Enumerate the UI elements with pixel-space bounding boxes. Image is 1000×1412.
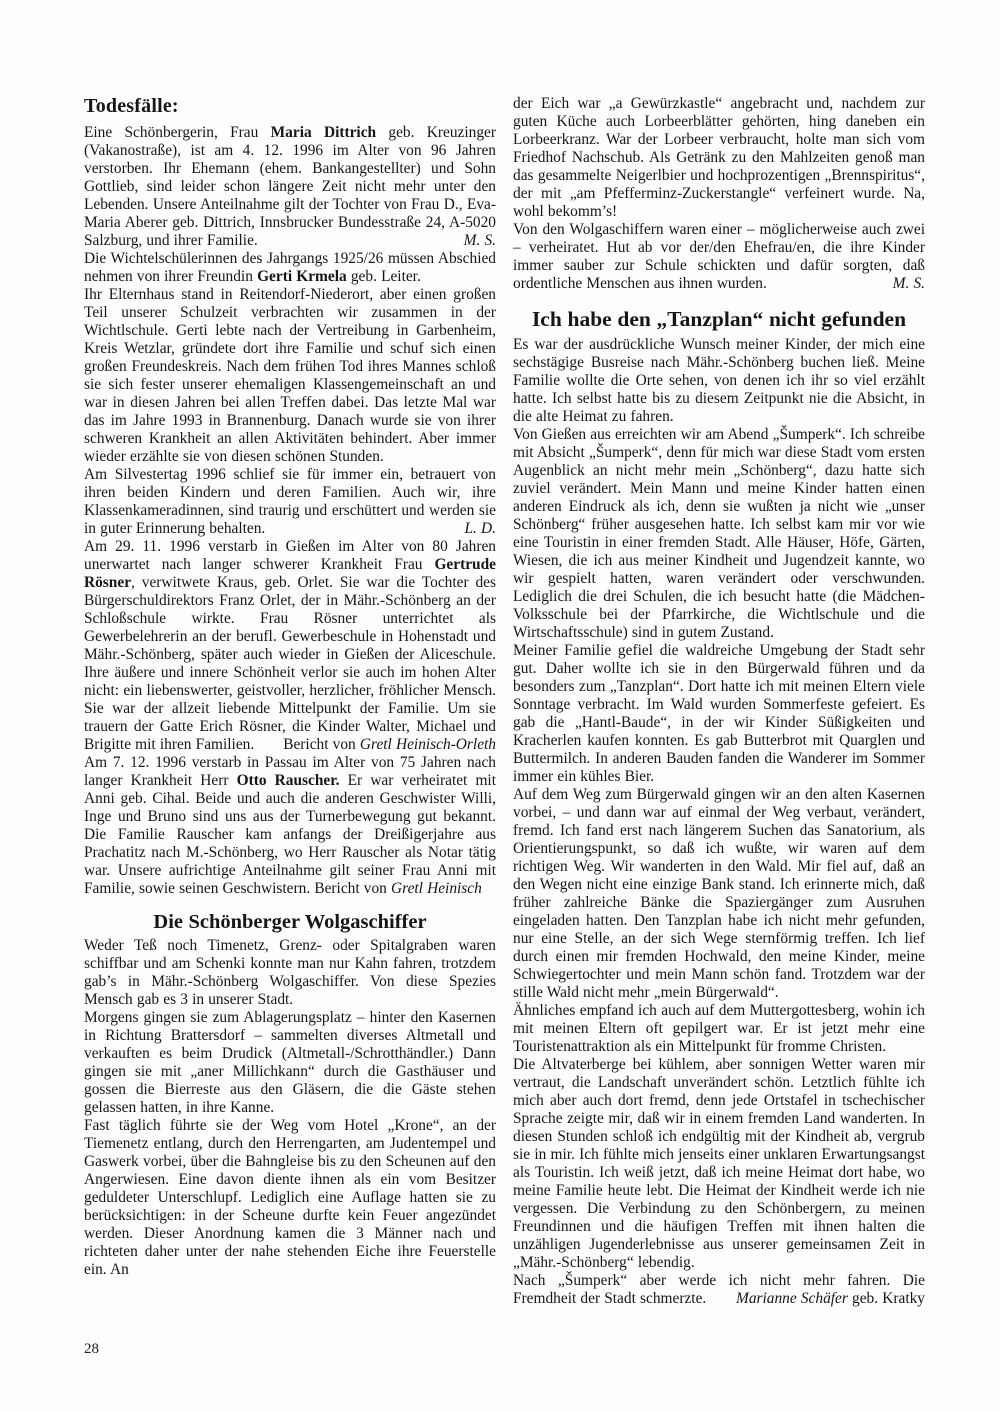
wolgaschiffer-continuation-2: Von den Wolgaschiffern waren einer – möglicherweise auch zwei – verheiratet. Hut ab vor der/den Ehefrau/en, die ihre Kinder immer sauber zur Schule schickten und dafür sorgten, daß ordentliche Menschen aus ihnen wurden. xyxy=(513,221,925,292)
tanzplan-paragraph-1: Es war der ausdrückliche Wunsch meiner Kinder, der mich eine sechstägige Busreise nach Mähr.-Schönberg buchen ließ. Meine Familie wollte die Orte sehen, von denen ich ihr so viel erzählt hatte. Ich selbst hatte bis zu diesem Zeitpunkt nie die Absicht, in die alte Heimat zu fahren. xyxy=(513,336,925,425)
obituary-krmela-intro: Die Wichtelschülerinnen des Jahrgangs 1925/26 müssen Abschied nehmen von ihrer Freundin Gerti Krmela geb. Leiter. xyxy=(84,250,496,285)
tanzplan-paragraph-7: Nach „Šumperk“ aber werde ich nicht mehr fahren. Die Fremdheit der Stadt schmerzte. xyxy=(513,1272,925,1307)
tanzplan-paragraph-5: Ähnliches empfand ich auch auf dem Muttergottesberg, wohin ich mit meinen Eltern oft gepilgert war. Er ist jetzt mehr eine Touristenattraktion als ein Mittelpunkt für fromme Christen. xyxy=(513,1002,925,1055)
obituaries-heading: Todesfälle: xyxy=(84,95,179,117)
two-column-layout xyxy=(84,95,925,1308)
signature-schaefer: Marianne Schäfer geb. Kratky xyxy=(736,1290,925,1307)
signature-heinisch-orleth: Bericht von Gretl Heinisch-Orleth xyxy=(283,736,496,753)
obituary-krmela-closing: Am Silvestertag 1996 schlief sie für immer ein, betrauert von ihren beiden Kindern und deren Familien. Auch wir, ihre Klassenkameradinnen, sind traurig und erschüttert und werden sie in guter Erinnerung behalten. xyxy=(84,466,496,537)
wolgaschiffer-heading: Die Schönberger Wolgaschiffer xyxy=(153,911,427,933)
wolgaschiffer-continuation-1: der Eich war „a Gewürzkastle“ angebracht und, nachdem zur guten Küche auch Lorbeerblätter gehörten, hing daneben ein Lorbeerkranz. War der Lorbeer verbraucht, holte man sich vom Friedhof Nachschub. Als Getränk zu den Mahlzeiten genoß man das gesammelte Neigerlbier und hochprozentigen „Brennspiritus“, der mit „am Pfefferminz-Zuckerstangle“ verfeinert wurde. Na, wohl bekomm’s! xyxy=(513,95,925,220)
wolgaschiffer-paragraph-2: Morgens gingen sie zum Ablagerungsplatz – hinter den Kasernen in Richtung Brattersdorf – sammelten diverses Altmetall und verkauften es beim Drudick (Altmetall-/Schrotthändler.) Dann gingen sie mit „aner Millichkann“ durch die Gasthäuser und gossen die Bierreste aus den Gläsern, die die Gäste stehen gelassen hatten, in ihre Kanne. xyxy=(84,1009,496,1116)
page-number: 28 xyxy=(84,1341,99,1357)
tanzplan-paragraph-6: Die Altvaterberge bei kühlem, aber sonnigen Wetter waren mir vertraut, die Landschaft unverändert schön. Letztlich fühlte ich mich aber auch dort fremd, denn jede Ortstafel in tschechischer Sprache zeigte mir, daß wir in einem fremden Land wanderten. In diesen Stunden schloß ich endgültig mit der Kindheit ab, vergrub sie in mir. Ich fühlte mich jenseits einer unklaren Erwartungsangst als Touristin. Ich weiß jetzt, daß ich meine Heimat dort habe, wo meine Familie heute lebt. Die Heimat der Kindheit werde ich nie vergessen. Die Verbindung zu den Schönbergern, zu meinen Freundinnen und die häufigen Treffen mit ihnen halten die unzähligen Jugenderlebnisse aus unserer gemeinsamen Zeit in „Mähr.-Schönberg“ lebendig. xyxy=(513,1056,925,1271)
signature-ld: L. D. xyxy=(464,520,496,537)
wolgaschiffer-paragraph-1: Weder Teß noch Timenetz, Grenz- oder Spitalgraben waren schiffbar und am Schenki konnte man nur Kahn fahren, trotzdem gab’s in Mähr.-Schönberg Wolgaschiffer. Von diese Spezies Mensch gab es 3 in unserer Stadt. xyxy=(84,937,496,1008)
signature-ms-right: M. S. xyxy=(892,275,925,292)
obituary-rauscher-text: Am 7. 12. 1996 verstarb in Passau im Alter von 75 Jahren nach langer Krankheit Herr Otto Rauscher. Er war verheiratet mit Anni geb. Cihal. Beide und auch die anderen Geschwister Willi, Inge und Bruno sind uns aus der Turnerbewegung gut bekannt. Die Familie Rauscher kam anfangs der Dreißigerjahre aus Prachatitz nach M.-Schönberg, wo Herr Rauscher als Notar tätig war. Unsere aufrichtige Anteilnahme gilt seiner Frau Anni mit Familie, sowie seinen Geschwistern. Bericht von Gretl Heinisch xyxy=(84,754,496,897)
obituary-dittrich-text: Eine Schönbergerin, Frau Maria Dittrich geb. Kreuzinger (Vakanostraße), ist am 4. 12. 1996 im Alter von 96 Jahren verstorben. Ihr Ehemann (ehem. Bankangestellter) und Sohn Gottlieb, sind leider schon längere Zeit nicht mehr unter den Lebenden. Unsere Anteilnahme gilt der Tochter von Frau D., Eva-Maria Aberer geb. Dittrich, Innsbrucker Bundesstraße 24, A-5020 Salzburg, und ihrer Familie. xyxy=(84,124,496,249)
tanzplan-heading: Ich habe den „Tanzplan“ nicht gefunden xyxy=(531,307,907,331)
left-column xyxy=(84,95,496,1308)
tanzplan-paragraph-3: Meiner Familie gefiel die waldreiche Umgebung der Stadt sehr gut. Daher wollte ich sie in den Bürgerwald führen und da besonders zum „Tanzplan“. Dort hatte ich mit meinen Eltern viele Sonntage verbracht. Im Wald wurden Sommerfeste gefeiert. Es gab die „Hantl-Baude“, in der wir Kinder Süßigkeiten und Kracherlen kaufen konnten. Es gab Butterbrot mit Quarglen und Buttermilch. In anderen Bauden fanden die Wanderer im Sommer immer ein kühles Bier. xyxy=(513,642,925,785)
obituary-krmela-body: Ihr Elternhaus stand in Reitendorf-Niederort, aber einen großen Teil unserer Schulzeit verbrachten wir zusammen in der Wichtlschule. Gerti lebte nach der Vertreibung in Garbenheim, Kreis Wetzlar, gründete dort ihre Familie und schuf sich einen großen Freundeskreis. Nach dem frühen Tod ihres Mannes schloß sie sich fester unserer ehemaligen Klassengemeinschaft an und war in diesen Jahren bei allen Treffen dabei. Das letzte Mal war das im Jahre 1993 in Brannenburg. Danach wurde sie von ihrer schweren Krankheit an allen Aktivitäten behindert. Aber immer wieder erzählte sie von diesen schönen Stunden. xyxy=(84,286,496,465)
obituary-roesner-text: Am 29. 11. 1996 verstarb in Gießen im Alter von 80 Jahren unerwartet nach langer schwerer Krankheit Frau Gertrude Rösner, verwitwete Kraus, geb. Orlet. Sie war die Tochter des Bürgerschuldirektors Franz Orlet, der in Mähr.-Schönberg an der Schloßschule wirkte. Frau Rösner unterrichtet als Gewerbelehrerin an der berufl. Gewerbeschule in Hohenstadt und Mähr.-Schönberg, später auch wieder in Gießen der Aliceschule. Ihre äußere und innere Schönheit verlor sie auch im hohen Alter nicht: ein liebenswerter, geistvoller, herzlicher, fröhlicher Mensch. Sie war der allzeit liebende Mittelpunkt der Familie. Um sie trauern der Gatte Erich Rösner, die Kinder Walter, Michael und Brigitte mit ihren Familien. xyxy=(84,538,496,753)
tanzplan-paragraph-2: Von Gießen aus erreichten wir am Abend „Šumperk“. Ich schreibe mit Absicht „Šumperk“, denn für mich war diese Stadt vom ersten Augenblick an nicht mehr mein „Schönberg“, dazu hatte sich zuviel verändert. Mein Mann und meine Kinder hatten einen anderen Eindruck als ich, denn sie wußten ja nicht wie „unser Schönberg“ früher ausgesehen hatte. Ich selbst kam mir vor wie eine Touristin in einer fremden Stadt. Alle Häuser, Höfe, Gärten, Wiesen, die ich aus meiner Kindheit und Jugendzeit kannte, wo wir gespielt hatten, waren verändert oder verschwunden. Lediglich die drei Schulen, die ich besucht hatte (die Mädchen-Volksschule bei der Pfarrkirche, die Wichtlschule und die Wirtschaftsschule) sind in gutem Zustand. xyxy=(513,426,925,641)
tanzplan-paragraph-4: Auf dem Weg zum Bürgerwald gingen wir an den alten Kasernen vorbei, – und dann war auf einmal der Weg verbaut, verändert, fremd. Ich fand erst nach längerem Suchen das Sanatorium, als Orientierungspunkt, so daß ich wußte, wir waren auf dem richtigen Weg. Wir wanderten in den Wald. Mir fiel auf, daß an den Wegen nicht eine einzige Bank stand. Ich erinnerte mich, daß früher zahlreiche Bänke die Spaziergänger zum Ausruhen eingeladen hatten. Den Tanzplan habe ich nicht mehr gefunden, nur eine Stelle, an der sich Wege sternförmig treffen. Ich lief durch einen mir fremden Hochwald, den meine Kinder, meine Schwiegertochter und mein Mann schön fand. Trotzdem war der stille Wald nicht mehr „mein Bürgerwald“. xyxy=(513,786,925,1001)
right-column xyxy=(513,95,925,1308)
signature-ms-left: M. S. xyxy=(463,232,496,249)
wolgaschiffer-paragraph-3: Fast täglich führte sie der Weg vom Hotel „Krone“, an der Tiemenetz entlang, durch den Herrengarten, am Judentempel und Gaswerk vorbei, über die Bahngleise bis zu den Scheunen auf den Angerwiesen. Eine davon diente ihnen als ein vom Besitzer geduldeter Unterschlupf. Lediglich eine Auflage hatten sie zu berücksichtigen: in der Scheune durfte kein Feuer angezündet werden. Dieser Anordnung kamen die 3 Männer nach und richteten daher unter der nahe stehenden Eiche ihre Feuerstelle ein. An xyxy=(84,1117,496,1278)
